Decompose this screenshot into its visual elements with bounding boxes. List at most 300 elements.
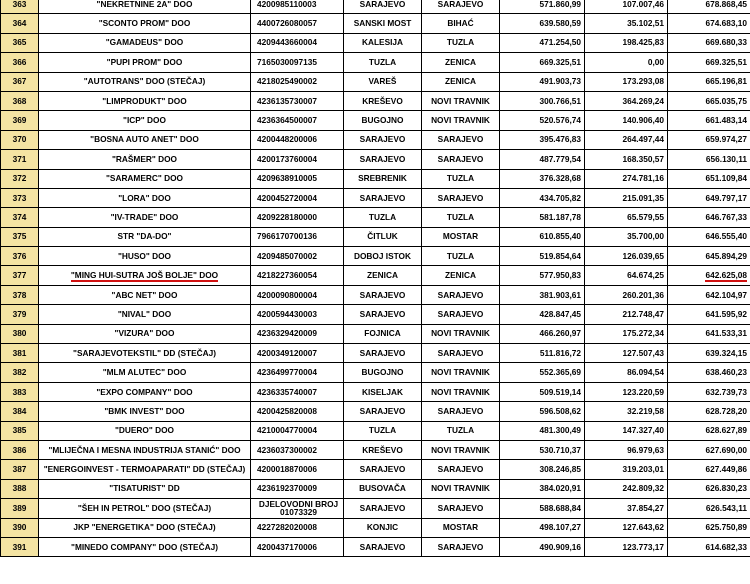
company-name-cell — [39, 460, 251, 479]
region-text: SARAJEVO — [437, 347, 484, 358]
municipality-cell — [344, 421, 422, 440]
region-cell — [422, 111, 500, 130]
company-name-text: "ICP" DOO — [123, 115, 166, 126]
id-number-text: 4200594430003 — [257, 308, 317, 319]
region-text: ZENICA — [445, 56, 476, 67]
rank-cell — [1, 518, 39, 537]
total-cell — [668, 33, 750, 52]
amount-a-text: 519.854,64 — [539, 250, 581, 261]
amount-b-text: 264.497,44 — [622, 134, 664, 145]
total-text: 627.449,86 — [705, 464, 747, 475]
company-name-text: "HUSO" DOO — [117, 250, 172, 261]
company-name-cell — [39, 169, 251, 188]
municipality-cell — [344, 324, 422, 343]
amount-a-text: 376.328,68 — [539, 173, 581, 184]
company-name-text: "SARAJEVOTEKSTIL" DD (STEČAJ) — [73, 347, 216, 358]
total-cell — [668, 499, 750, 518]
company-name-text: "LIMPRODUKT" DOO — [102, 95, 187, 106]
table-row — [1, 111, 750, 130]
rank-cell — [1, 14, 39, 33]
amount-a-cell — [500, 421, 585, 440]
rank-text: 375 — [12, 231, 27, 242]
company-name-cell — [39, 247, 251, 266]
amount-a-text: 552.365,69 — [539, 367, 581, 378]
company-name-text: STR "DA-DO" — [117, 231, 172, 242]
region-cell — [422, 440, 500, 459]
region-text: TUZLA — [446, 250, 475, 261]
table-row — [1, 344, 750, 363]
amount-b-cell — [585, 208, 668, 227]
company-name-cell — [39, 324, 251, 343]
table-row — [1, 72, 750, 91]
amount-b-text: 127.507,43 — [622, 347, 664, 358]
id-number-cell — [251, 421, 344, 440]
company-name-cell — [39, 479, 251, 498]
rank-text: 374 — [12, 211, 27, 222]
municipality-text: SARAJEVO — [359, 464, 406, 475]
company-name-cell — [39, 440, 251, 459]
total-cell — [668, 14, 750, 33]
municipality-cell — [344, 169, 422, 188]
company-name-text: "SCONTO PROM" DOO — [98, 18, 191, 29]
municipality-cell — [344, 479, 422, 498]
company-name-text: "PUPI PROM" DOO — [106, 56, 183, 67]
amount-a-text: 434.705,82 — [539, 192, 581, 203]
table-row — [1, 382, 750, 401]
company-name-text: JKP "ENERGETIKA" DOO (STEČAJ) — [73, 522, 216, 533]
municipality-cell — [344, 344, 422, 363]
amount-b-cell — [585, 518, 668, 537]
rank-text: 385 — [12, 425, 27, 436]
rank-cell — [1, 382, 39, 401]
total-text: 632.739,73 — [705, 386, 747, 397]
table-row — [1, 499, 750, 518]
amount-b-cell — [585, 363, 668, 382]
id-number-cell — [251, 499, 344, 518]
total-cell — [668, 266, 750, 285]
amount-a-cell — [500, 208, 585, 227]
municipality-text: KISELJAK — [361, 386, 404, 397]
municipality-text: BUSOVAČA — [359, 483, 406, 494]
id-number-text: 4200349120007 — [257, 347, 317, 358]
company-name-text: "ŠEH IN PETROL" DOO (STEČAJ) — [77, 502, 212, 513]
company-name-cell — [39, 382, 251, 401]
total-text: 659.974,27 — [705, 134, 747, 145]
total-text: 642.104,97 — [705, 289, 747, 300]
rank-cell — [1, 111, 39, 130]
id-number-text: 4236329420009 — [257, 328, 317, 339]
region-text: SARAJEVO — [437, 153, 484, 164]
amount-b-cell — [585, 33, 668, 52]
amount-a-cell — [500, 111, 585, 130]
amount-b-text: 126.039,65 — [622, 250, 664, 261]
company-name-text: "EXPO COMPANY" DOO — [96, 386, 193, 397]
amount-b-text: 96.979,63 — [627, 444, 664, 455]
rank-text: 373 — [12, 192, 27, 203]
amount-b-cell — [585, 111, 668, 130]
amount-a-cell — [500, 518, 585, 537]
municipality-text: KALESIJA — [361, 37, 404, 48]
municipality-cell — [344, 208, 422, 227]
total-cell — [668, 169, 750, 188]
rank-text: 389 — [12, 502, 27, 513]
amount-a-text: 487.779,54 — [539, 153, 581, 164]
amount-a-cell — [500, 247, 585, 266]
rank-text: 379 — [12, 308, 27, 319]
amount-b-text: 198.425,83 — [622, 37, 664, 48]
amount-a-text: 530.710,37 — [539, 444, 581, 455]
rank-cell — [1, 169, 39, 188]
total-text: 614.682,33 — [705, 541, 747, 552]
region-cell — [422, 344, 500, 363]
total-cell — [668, 91, 750, 110]
municipality-cell — [344, 518, 422, 537]
municipality-cell — [344, 402, 422, 421]
municipality-text: SARAJEVO — [359, 289, 406, 300]
total-cell — [668, 382, 750, 401]
amount-b-cell — [585, 537, 668, 556]
rank-cell — [1, 33, 39, 52]
company-name-text: "BMK INVEST" DOO — [104, 405, 185, 416]
total-cell — [668, 53, 750, 72]
municipality-text: SARAJEVO — [359, 405, 406, 416]
municipality-cell — [344, 382, 422, 401]
region-text: TUZLA — [446, 425, 475, 436]
municipality-cell — [344, 266, 422, 285]
region-cell — [422, 537, 500, 556]
amount-a-text: 428.847,45 — [539, 308, 581, 319]
amount-b-text: 173.293,08 — [622, 76, 664, 87]
amount-b-cell — [585, 169, 668, 188]
id-number-text: 4236499770004 — [257, 367, 317, 378]
amount-a-text: 384.020,91 — [539, 483, 581, 494]
municipality-text: BUGOJNO — [361, 367, 404, 378]
municipality-text: SARAJEVO — [359, 308, 406, 319]
region-cell — [422, 402, 500, 421]
company-name-text: "TISATURIST" DD — [109, 483, 180, 494]
municipality-cell — [344, 247, 422, 266]
total-text: 641.595,92 — [705, 308, 747, 319]
region-cell — [422, 14, 500, 33]
id-number-cell — [251, 382, 344, 401]
company-name-text: "BOSNA AUTO ANET" DOO — [90, 134, 199, 145]
municipality-cell — [344, 91, 422, 110]
total-text: 639.324,15 — [705, 347, 747, 358]
amount-a-text: 381.903,61 — [539, 289, 581, 300]
amount-b-text: 147.327,40 — [622, 425, 664, 436]
table-row — [1, 266, 750, 285]
rank-text: 376 — [12, 250, 27, 261]
rank-cell — [1, 150, 39, 169]
rank-text: 384 — [12, 405, 27, 416]
amount-a-cell — [500, 285, 585, 304]
region-cell — [422, 363, 500, 382]
rank-text: 377 — [12, 270, 27, 281]
region-text: SARAJEVO — [437, 308, 484, 319]
company-name-text: "VIZURA" DOO — [114, 328, 175, 339]
amount-b-text: 86.094,54 — [627, 367, 664, 378]
company-name-text: "NEKRETNINE 2A" DOO — [96, 0, 193, 9]
rank-text: 391 — [12, 541, 27, 552]
amount-a-text: 509.519,14 — [539, 386, 581, 397]
table-row — [1, 0, 750, 14]
amount-a-cell — [500, 150, 585, 169]
id-number-cell — [251, 72, 344, 91]
municipality-cell — [344, 111, 422, 130]
id-number-text: 7165030097135 — [257, 56, 317, 67]
amount-b-text: 212.748,47 — [622, 308, 664, 319]
amount-b-text: 37.854,27 — [627, 502, 664, 513]
total-cell — [668, 227, 750, 246]
id-number-text: 4209638910005 — [257, 173, 317, 184]
amount-b-cell — [585, 0, 668, 14]
region-text: ZENICA — [445, 76, 476, 87]
amount-a-cell — [500, 53, 585, 72]
amount-b-cell — [585, 130, 668, 149]
region-text: SARAJEVO — [437, 502, 484, 513]
rank-cell — [1, 363, 39, 382]
rank-cell — [1, 402, 39, 421]
municipality-text: SARAJEVO — [359, 502, 406, 513]
region-text: NOVI TRAVNIK — [431, 483, 490, 494]
amount-b-text: 242.809,32 — [622, 483, 664, 494]
table-row — [1, 150, 750, 169]
company-name-text: "NIVAL" DOO — [117, 308, 172, 319]
region-cell — [422, 169, 500, 188]
amount-a-cell — [500, 440, 585, 459]
total-cell — [668, 479, 750, 498]
total-cell — [668, 518, 750, 537]
rank-text: 368 — [12, 95, 27, 106]
company-name-cell — [39, 130, 251, 149]
region-cell — [422, 208, 500, 227]
region-text: SARAJEVO — [437, 464, 484, 475]
municipality-text: BUGOJNO — [361, 115, 404, 126]
table-row — [1, 460, 750, 479]
amount-b-cell — [585, 402, 668, 421]
total-cell — [668, 285, 750, 304]
region-cell — [422, 130, 500, 149]
company-name-cell — [39, 305, 251, 324]
amount-b-cell — [585, 247, 668, 266]
rank-cell — [1, 130, 39, 149]
company-name-cell — [39, 53, 251, 72]
amount-a-text: 490.909,16 — [539, 541, 581, 552]
region-cell — [422, 150, 500, 169]
table-row — [1, 247, 750, 266]
region-cell — [422, 460, 500, 479]
amount-a-cell — [500, 382, 585, 401]
region-cell — [422, 285, 500, 304]
amount-b-text: 260.201,36 — [622, 289, 664, 300]
amount-a-text: 511.816,72 — [539, 347, 581, 358]
id-number-text: 4209228180000 — [257, 211, 317, 222]
amount-b-cell — [585, 479, 668, 498]
amount-b-text: 35.700,00 — [627, 231, 664, 242]
municipality-text: ČITLUK — [367, 231, 398, 242]
company-name-cell — [39, 266, 251, 285]
company-name-cell — [39, 0, 251, 14]
total-text: 656.130,11 — [705, 153, 747, 164]
rank-text: 364 — [12, 18, 27, 29]
total-text: 638.460,23 — [705, 367, 747, 378]
company-name-text: "MLIJEČNA I MESNA INDUSTRIJA STANIĆ" DOO — [48, 444, 241, 455]
rank-text: 386 — [12, 444, 27, 455]
table-row — [1, 363, 750, 382]
amount-b-cell — [585, 421, 668, 440]
total-cell — [668, 363, 750, 382]
total-text: 628.627,89 — [705, 425, 747, 436]
id-number-cell — [251, 227, 344, 246]
total-cell — [668, 150, 750, 169]
company-name-cell — [39, 208, 251, 227]
region-cell — [422, 421, 500, 440]
total-cell — [668, 111, 750, 130]
table-row — [1, 421, 750, 440]
amount-b-cell — [585, 382, 668, 401]
id-number-text: 4200985110003 — [257, 0, 317, 9]
company-name-text: "MLM ALUTEC" DOO — [102, 367, 187, 378]
region-cell — [422, 266, 500, 285]
municipality-cell — [344, 227, 422, 246]
amount-b-cell — [585, 324, 668, 343]
rank-cell — [1, 305, 39, 324]
id-number-text: 4200173760004 — [257, 153, 317, 164]
total-text: 669.680,33 — [705, 37, 747, 48]
rank-cell — [1, 91, 39, 110]
total-text: 641.533,31 — [705, 328, 747, 339]
company-name-cell — [39, 14, 251, 33]
municipality-text: SARAJEVO — [359, 0, 406, 9]
municipality-cell — [344, 305, 422, 324]
id-number-text: 4200448200006 — [257, 134, 317, 145]
total-text: 646.555,40 — [705, 231, 747, 242]
municipality-cell — [344, 14, 422, 33]
amount-a-text: 300.766,51 — [539, 95, 581, 106]
id-number-cell — [251, 518, 344, 537]
rank-text: 370 — [12, 134, 27, 145]
company-name-text: "DUERO" DOO — [114, 425, 175, 436]
amount-b-text: 364.269,24 — [622, 95, 664, 106]
amount-a-cell — [500, 460, 585, 479]
region-text: NOVI TRAVNIK — [431, 444, 490, 455]
company-name-text: "IV-TRADE" DOO — [110, 211, 179, 222]
id-number-text: 4400726080057 — [257, 18, 317, 29]
amount-b-cell — [585, 499, 668, 518]
amount-a-cell — [500, 72, 585, 91]
amount-b-cell — [585, 91, 668, 110]
amount-a-cell — [500, 91, 585, 110]
table-row — [1, 188, 750, 207]
id-number-text: 4236037300002 — [257, 444, 317, 455]
rank-cell — [1, 537, 39, 556]
region-cell — [422, 227, 500, 246]
table-row — [1, 208, 750, 227]
rank-text: 383 — [12, 386, 27, 397]
amount-a-text: 669.325,51 — [539, 56, 581, 67]
company-name-text: "AUTOTRANS" DOO (STEČAJ) — [83, 76, 206, 87]
table-row — [1, 324, 750, 343]
rank-cell — [1, 53, 39, 72]
region-text: SARAJEVO — [437, 289, 484, 300]
municipality-text: DOBOJ ISTOK — [353, 250, 411, 261]
company-name-cell — [39, 33, 251, 52]
amount-a-text: 577.950,83 — [539, 270, 581, 281]
amount-b-text: 215.091,35 — [622, 192, 664, 203]
rank-cell — [1, 285, 39, 304]
region-cell — [422, 72, 500, 91]
table-body — [1, 0, 750, 557]
municipality-cell — [344, 499, 422, 518]
region-cell — [422, 382, 500, 401]
id-number-text: 4200018870006 — [257, 464, 317, 475]
total-cell — [668, 460, 750, 479]
rank-cell — [1, 0, 39, 14]
municipality-cell — [344, 537, 422, 556]
amount-b-text: 319.203,01 — [622, 464, 664, 475]
region-text: NOVI TRAVNIK — [431, 95, 490, 106]
municipality-text: KONJIC — [366, 522, 399, 533]
amount-b-text: 175.272,34 — [622, 328, 664, 339]
id-number-cell — [251, 150, 344, 169]
region-cell — [422, 53, 500, 72]
id-number-text: 4200425820008 — [257, 405, 317, 416]
amount-a-cell — [500, 14, 585, 33]
total-cell — [668, 72, 750, 91]
total-text: 626.543,11 — [705, 502, 747, 513]
rank-text: 369 — [12, 115, 27, 126]
rank-text: 380 — [12, 328, 27, 339]
amount-a-cell — [500, 324, 585, 343]
region-cell — [422, 0, 500, 14]
municipality-cell — [344, 440, 422, 459]
region-text: NOVI TRAVNIK — [431, 386, 490, 397]
id-number-cell — [251, 111, 344, 130]
amount-a-text: 588.688,84 — [539, 502, 581, 513]
company-name-text: "SARAMERC" DOO — [105, 173, 183, 184]
amount-b-cell — [585, 53, 668, 72]
amount-b-cell — [585, 305, 668, 324]
id-number-cell — [251, 247, 344, 266]
id-number-cell — [251, 208, 344, 227]
municipality-cell — [344, 363, 422, 382]
company-name-cell — [39, 91, 251, 110]
id-number-text: 4218227360054 — [257, 270, 317, 281]
municipality-cell — [344, 285, 422, 304]
region-text: ZENICA — [445, 270, 476, 281]
id-number-cell — [251, 169, 344, 188]
total-cell — [668, 344, 750, 363]
rank-text: 388 — [12, 483, 27, 494]
company-name-text: "GAMADEUS" DOO — [105, 37, 184, 48]
amount-a-cell — [500, 363, 585, 382]
amount-b-cell — [585, 188, 668, 207]
id-number-text: 4236135730007 — [257, 95, 317, 106]
region-cell — [422, 479, 500, 498]
amount-a-cell — [500, 479, 585, 498]
company-name-text: "MING HUI-SUTRA JOŠ BOLJE" DOO — [70, 270, 219, 281]
rank-cell — [1, 324, 39, 343]
municipality-text: FOJNICA — [364, 328, 401, 339]
rank-text: 382 — [12, 367, 27, 378]
rank-text: 366 — [12, 56, 27, 67]
total-cell — [668, 130, 750, 149]
company-name-cell — [39, 150, 251, 169]
amount-b-text: 168.350,57 — [622, 153, 664, 164]
total-text: 642.625,08 — [705, 270, 747, 281]
amount-b-text: 123.773,17 — [622, 541, 664, 552]
amount-a-text: 571.860,99 — [539, 0, 581, 9]
